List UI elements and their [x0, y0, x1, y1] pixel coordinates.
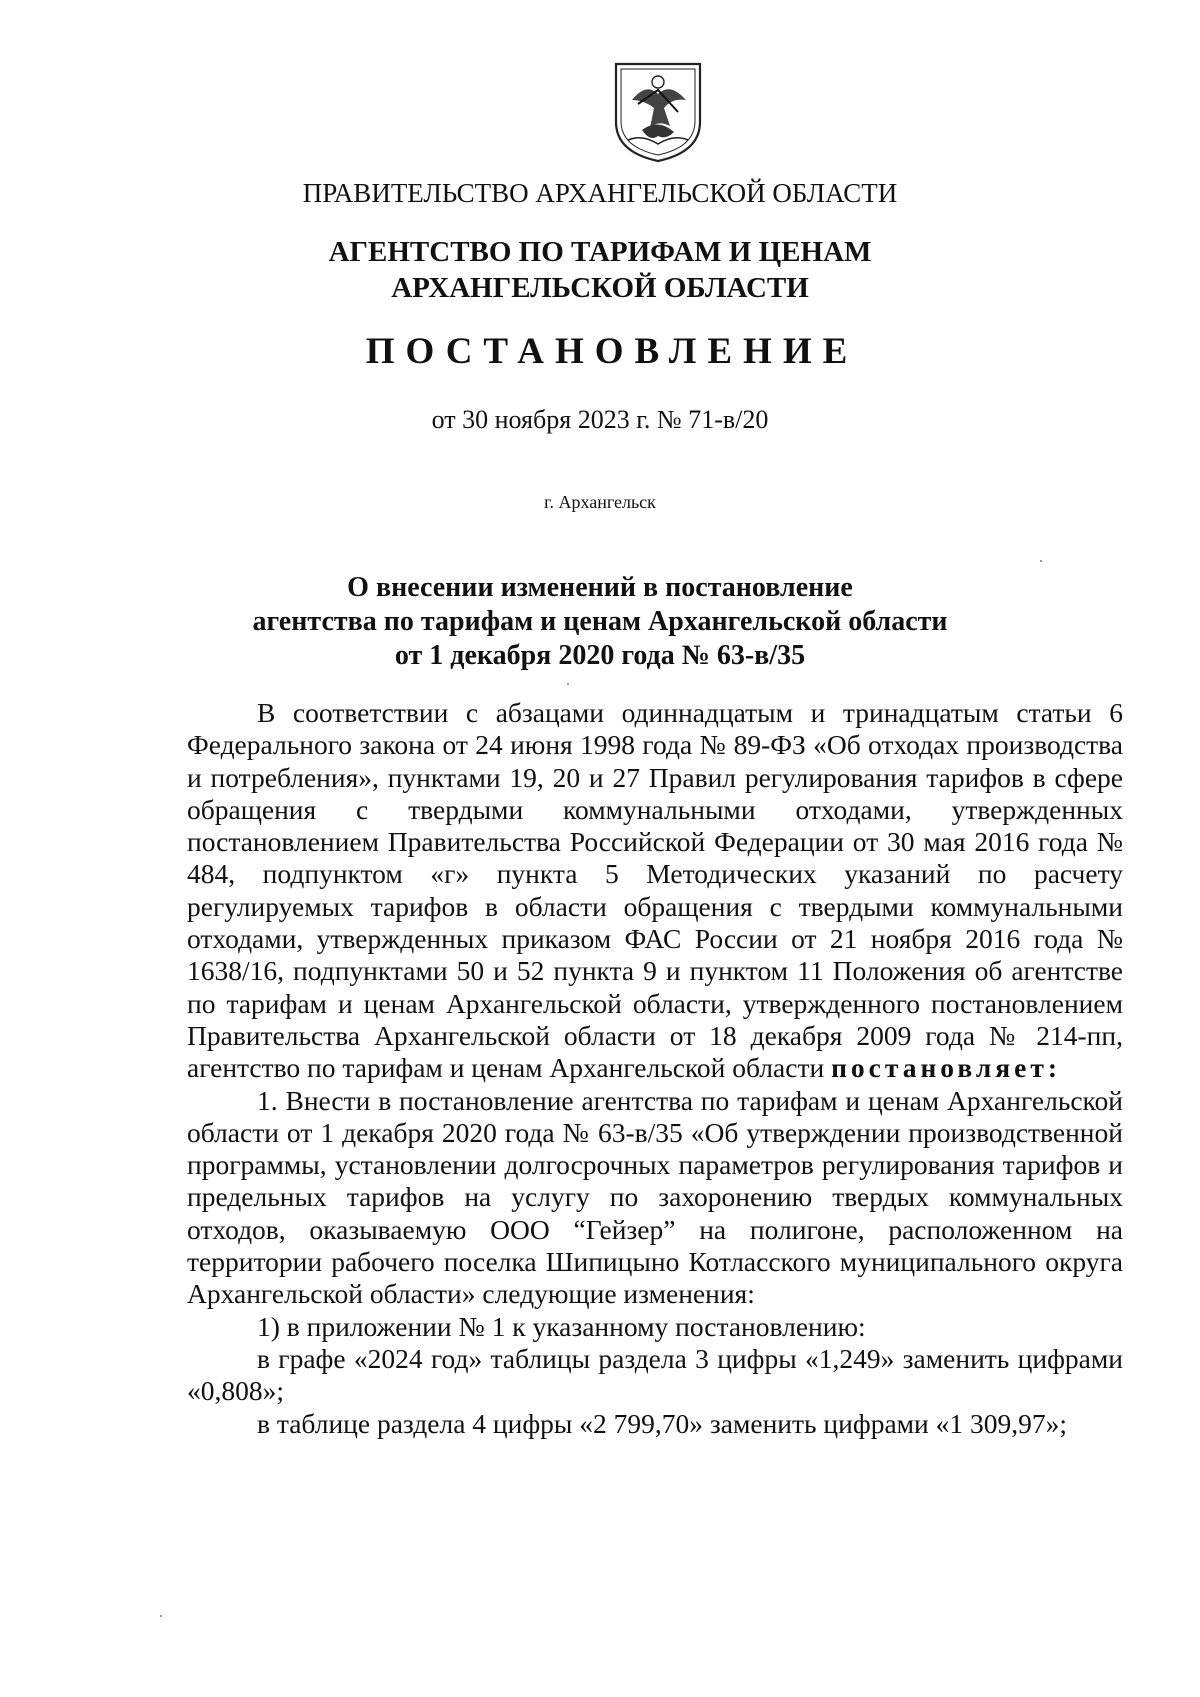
agency-name-line1: АГЕНТСТВО ПО ТАРИФАМ И ЦЕНАМ [328, 236, 872, 268]
subitem-1-change-b: в таблице раздела 4 цифры «2 799,70» заменить цифрами «1 309,97»; [257, 1407, 1068, 1439]
scan-speck [1040, 560, 1042, 562]
scan-speck [160, 1615, 162, 1617]
subitem-1-paragraph: 1) в приложении № 1 к указанному постановлению: [257, 1310, 866, 1342]
item-1-paragraph: 1. Внести в постановление агентства по тарифам и ценам Архангельской области от 1 декабря 2020 года № 63-в/35 «Об утверждении производственной программы, установлении долгосрочных параметров регулирования тарифов и предельных тарифов на услугу по захоронению твердых коммунальных отходов, оказываемую ООО “Гейзер” на полигоне, расположенном на территории рабочего поселка Шипицыно Котласского муниципального округа Архангельской области» следующие изменения: [187, 1084, 1123, 1310]
preamble-text: В соответствии с абзацами одиннадцатым и тринадцатым статьи 6 Федерального закона от 24 июня 1998 года № 89-ФЗ «Об отходах производства и потребления», пунктами 19, 20 и 27 Правил регулирования тарифов в сфере обращения с твердыми коммунальными отходами, утвержденных постановлением Правительства Российской Федерации от 30 мая 2016 года № 484, подпунктом «г» пункта 5 Методических указаний по расчету регулируемых тарифов в области обращения с твердыми коммунальными отходами, утвержденных приказом ФАС России от 21 ноября 2016 года № 1638/16, подпунктами 50 и 52 пункта 9 и пунктом 11 Положения об агентстве по тарифам и ценам Архангельской области, утвержденного постановлением Правительства Архангельской области от 18 декабря 2009 года № 214-пп, агентство по тарифам и ценам Архангельской области [187, 697, 1123, 1084]
document-date-number: от 30 ноября 2023 г. № 71-в/20 [431, 405, 769, 434]
decree-word: постановляет: [831, 1052, 1062, 1084]
document-type-title: ПОСТАНОВЛЕНИЕ [365, 331, 859, 372]
scan-speck [567, 683, 569, 685]
document-city: г. Архангельск [544, 492, 656, 512]
document-subject [0, 571, 1200, 673]
document-body [187, 697, 1123, 1440]
coat-of-arms-emblem [612, 60, 704, 164]
government-name: ПРАВИТЕЛЬСТВО АРХАНГЕЛЬСКОЙ ОБЛАСТИ [302, 178, 898, 208]
preamble-paragraph [187, 697, 1123, 1085]
subject-line2: агентства по тарифам и ценам Архангельской области [252, 606, 948, 637]
subject-line3: от 1 декабря 2020 года № 63-в/35 [394, 640, 806, 671]
agency-name-line2: АРХАНГЕЛЬСКОЙ ОБЛАСТИ [391, 272, 809, 304]
subitem-1-change-a: в графе «2024 год» таблицы раздела 3 цифры «1,249» заменить цифрами «0,808»; [187, 1342, 1123, 1407]
agency-name [0, 234, 1200, 306]
subject-line1: О внесении изменений в постановление [347, 572, 853, 603]
